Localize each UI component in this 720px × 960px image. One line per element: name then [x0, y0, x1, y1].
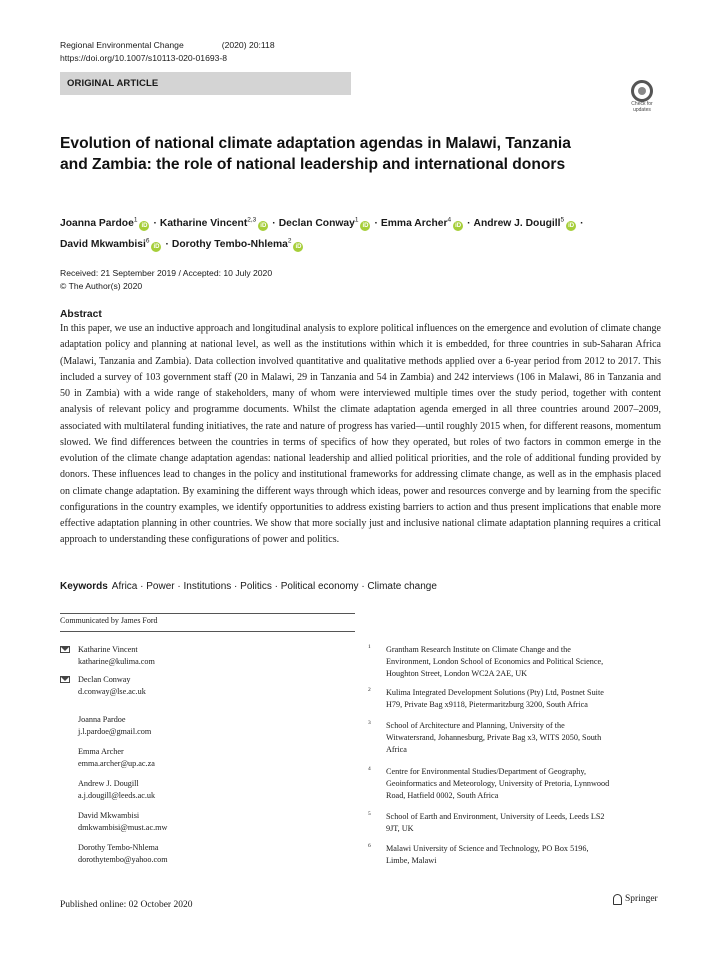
communicated-by: Communicated by James Ford	[60, 616, 158, 625]
author-name[interactable]	[60, 218, 150, 229]
contact-entry	[60, 714, 151, 738]
article-type-banner: ORIGINAL ARTICLE	[60, 72, 351, 95]
abstract-text: In this paper, we use an inductive approach and longitudinal analysis to explore political influences on the emergence and evolution of climate change adaptation policy and planning at national level, as well as the institutions within which it is embedded, for three countries in sub-Saharan Africa (Malawi, Tanzania and Zambia). Data collection involved quantitative and qualitative methods applied over a 6-year period from 2012 to 2017. This included a survey of 103 government staff (20 in Malawi, 29 in Tanzania and 54 in Zambia) and 242 interviews (106 in Malawi, 86 in Tanzania and 50 in Zambia) with a wide range of stakeholders, many of whom were interviewed multiple times over the study period, together with content analysis of relevant policy and programme documents. Whilst the climate adaptation agenda emerged in all three countries around 2007–2009, associated with multilateral funding initiatives, the rate and nature of progress has varied—until roughly 2015 when, for different reasons, momentum slowed. We find differences between the countries in terms of specifics of how they operated, but roles of two factors in common emerge in the evolution of the climate change adaptation agendas: national leadership and allied political priorities, and the role of additional funding provided by donors. These influences lead to changes in the policy and institutional frameworks for addressing climate change, as well as in the emphasis placed on climate change adaptation. By examining the different ways through which ideas, power and resources converge and by learning from the specific configurations in the country examples, we identify opportunities to address existing barriers to action and thus present implications that enable more effective adaptation planning in other countries. We show that more socially just and inclusive national climate adaptation planning requires a critical approach to understanding these configurations of power and politics.	[60, 323, 661, 546]
copyright-notice: © The Author(s) 2020	[60, 281, 143, 291]
author-affiliation-marker: 6	[145, 237, 150, 245]
contact-name: Katharine Vincent	[78, 645, 138, 654]
orcid-icon[interactable]: iD	[362, 223, 369, 229]
springer-horse-icon	[612, 893, 622, 904]
author-name[interactable]	[279, 218, 372, 229]
affiliation-entry	[368, 766, 663, 802]
journal-header	[60, 40, 275, 50]
keywords-label: Keywords	[60, 581, 108, 592]
affiliation-number: 6	[368, 843, 371, 849]
orcid-icon[interactable]: iD	[295, 244, 302, 250]
contact-entry	[60, 674, 146, 698]
author-list	[60, 213, 660, 255]
affiliation-entry	[368, 843, 663, 867]
contact-name: Andrew J. Dougill	[78, 779, 139, 788]
author-name-text: Emma Archer	[380, 218, 448, 229]
author-name-text: Joanna Pardoe	[60, 218, 134, 229]
doi-link[interactable]: https://doi.org/10.1007/s10113-020-01693-8	[60, 53, 228, 63]
affiliation-number: 4	[368, 766, 371, 772]
contact-entry	[60, 842, 168, 866]
author-separator: ·	[165, 239, 169, 250]
contact-email[interactable]: d.conway@lse.ac.uk	[78, 687, 146, 696]
orcid-icon[interactable]: iD	[260, 223, 267, 229]
affiliation-text: School of Earth and Environment, University of Leeds, Leeds LS2 9JT, UK	[386, 812, 605, 833]
publisher-name: Springer	[625, 893, 658, 904]
contact-email[interactable]: dorothytembo@yahoo.com	[78, 855, 168, 864]
contact-entry	[60, 810, 167, 834]
affiliation-text: Malawi University of Science and Technology, PO Box 5196, Limbe, Malawi	[386, 844, 589, 865]
contact-email[interactable]: emma.archer@up.ac.za	[78, 759, 155, 768]
publisher-logo	[612, 893, 658, 904]
journal-citation: (2020) 20:118	[221, 40, 275, 50]
contact-email[interactable]: j.l.pardoe@gmail.com	[78, 727, 152, 736]
contact-entry	[60, 778, 155, 802]
contact-email[interactable]: katharine@kulima.com	[78, 657, 155, 666]
contact-entry	[60, 746, 155, 770]
affiliation-number: 2	[368, 687, 371, 693]
received-accepted-dates: Received: 21 September 2019 / Accepted: 10 July 2020	[60, 268, 273, 278]
orcid-icon[interactable]: iD	[568, 223, 575, 229]
affiliation-entry	[368, 811, 663, 835]
contact-name: Joanna Pardoe	[78, 715, 126, 724]
mail-icon	[60, 676, 70, 683]
affiliation-text: Centre for Environmental Studies/Department of Geography, Geoinformatics and Meteorology, University of Pretoria, Lynnwood Road, Hatfield 0002, South Africa	[386, 767, 610, 800]
author-name-text: Dorothy Tembo-Nhlema	[171, 239, 288, 250]
check-updates-icon	[631, 80, 653, 102]
author-affiliation-marker: 5	[560, 216, 565, 224]
author-affiliation-marker: 2,3	[247, 216, 257, 224]
author-separator: ·	[374, 218, 378, 229]
author-affiliation-marker: 2	[287, 237, 292, 245]
author-name[interactable]	[160, 218, 269, 229]
orcid-icon[interactable]: iD	[455, 223, 462, 229]
footnote-divider-lower	[60, 631, 355, 632]
affiliation-text: Grantham Research Institute on Climate Change and the Environment, London School of Economics and Political Science, Houghton Street, London WC2A 2AE, UK	[386, 645, 604, 678]
author-affiliation-marker: 1	[133, 216, 138, 224]
author-name-text: Katharine Vincent	[159, 218, 248, 229]
contact-email[interactable]: a.j.dougill@leeds.ac.uk	[78, 791, 156, 800]
contact-name: David Mkwambisi	[78, 811, 140, 820]
author-name[interactable]	[60, 239, 162, 250]
abstract-heading: Abstract	[60, 309, 102, 320]
article-title: Evolution of national climate adaptation agendas in Malawi, Tanzania and Zambia: the role of national leadership and international donors	[60, 135, 571, 173]
author-separator: ·	[580, 218, 584, 229]
affiliation-text: School of Architecture and Planning, University of the Witwatersrand, Johannesburg, Private Bag x3, WITS 2050, South Africa	[386, 721, 602, 754]
contact-entry	[60, 644, 155, 668]
affiliation-entry	[368, 644, 663, 680]
author-name[interactable]	[381, 218, 464, 229]
affiliation-number: 3	[368, 720, 371, 726]
keywords-line	[60, 581, 437, 592]
author-name[interactable]	[172, 239, 305, 250]
published-online: Published online: 02 October 2020	[60, 900, 193, 910]
affiliation-text: Kulima Integrated Development Solutions (Pty) Ltd, Postnet Suite H79, Private Bag x9118, Pietermaritzburg 3200, South Africa	[386, 688, 604, 709]
contact-name: Emma Archer	[78, 747, 124, 756]
affiliation-number: 1	[368, 644, 371, 650]
journal-name: Regional Environmental Change	[60, 40, 184, 50]
check-updates-label: Check for updates	[631, 101, 653, 113]
author-affiliation-marker: 4	[447, 216, 452, 224]
contact-name: Declan Conway	[78, 675, 131, 684]
author-name[interactable]	[474, 218, 578, 229]
keywords-list: Africa · Power · Institutions · Politics · Political economy · Climate change	[111, 581, 437, 592]
affiliation-number: 5	[368, 811, 371, 817]
author-separator: ·	[153, 218, 157, 229]
author-name-text: Andrew J. Dougill	[473, 218, 561, 229]
contact-email[interactable]: dmkwambisi@must.ac.mw	[78, 823, 168, 832]
check-for-updates-button[interactable]	[625, 80, 659, 114]
contact-name: Dorothy Tembo-Nhlema	[78, 843, 159, 852]
orcid-icon[interactable]: iD	[153, 244, 160, 250]
author-name-text: Declan Conway	[278, 218, 355, 229]
orcid-icon[interactable]: iD	[141, 223, 148, 229]
author-separator: ·	[272, 218, 276, 229]
affiliation-entry	[368, 720, 663, 756]
author-affiliation-marker: 1	[354, 216, 359, 224]
author-name-text: David Mkwambisi	[60, 239, 146, 250]
mail-icon	[60, 646, 70, 653]
affiliation-entry	[368, 687, 663, 711]
author-separator: ·	[467, 218, 471, 229]
footnote-divider	[60, 613, 355, 614]
